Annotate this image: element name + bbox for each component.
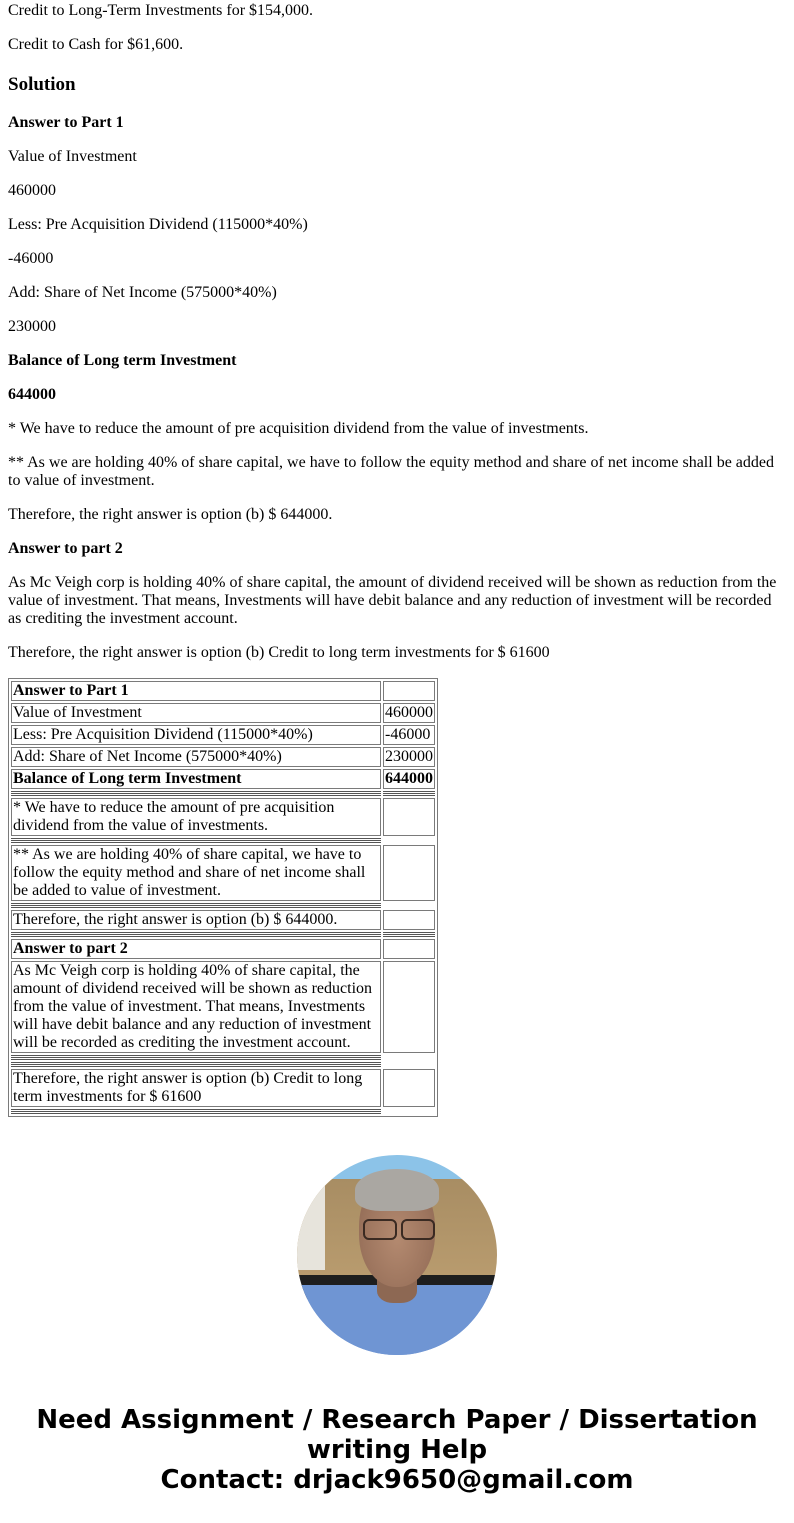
table-row	[11, 845, 435, 901]
table-row	[11, 1069, 435, 1107]
table-cell-value: 644000	[385, 770, 433, 787]
add-amount: 230000	[8, 318, 56, 335]
table-divider	[11, 903, 435, 908]
table-cell-label: Add: Share of Net Income (575000*40%)	[11, 747, 381, 767]
table-row	[11, 910, 435, 930]
table-cell-value	[383, 798, 435, 836]
intro-line-2: Credit to Cash for $61,600.	[8, 36, 184, 53]
balance-label: Balance of Long term Investment	[8, 352, 237, 369]
author-avatar-container	[8, 1155, 786, 1355]
document-body	[0, 2, 794, 1495]
part2-heading: Answer to part 2	[8, 540, 123, 557]
table-row	[11, 961, 435, 1053]
add-label: Add: Share of Net Income (575000*40%)	[8, 284, 277, 301]
solution-heading: Solution	[8, 74, 76, 95]
answer-table	[8, 678, 438, 1117]
table-divider	[11, 1109, 435, 1114]
table-cell-value: -46000	[383, 725, 435, 745]
table-row	[11, 703, 435, 723]
promo-line-1: Need Assignment / Research Paper / Dissertation writing Help	[36, 1405, 758, 1465]
table-cell-label: ** As we are holding 40% of share capital, we have to follow the equity method and share of net income shall be added to value of investment.	[11, 845, 381, 901]
note-1: * We have to reduce the amount of pre acquisition dividend from the value of investments.	[8, 420, 589, 437]
table-cell-label: Answer to Part 1	[11, 681, 381, 701]
part1-heading: Answer to Part 1	[8, 114, 124, 131]
table-cell-label: Answer to part 2	[11, 939, 381, 959]
table-divider	[11, 1062, 435, 1067]
table-divider	[11, 838, 435, 843]
table-cell-value	[383, 845, 435, 901]
table-row	[11, 725, 435, 745]
table-cell-label: Therefore, the right answer is option (b) $ 644000.	[11, 910, 381, 930]
table-row	[11, 798, 435, 836]
table-row	[11, 769, 435, 789]
table-divider	[11, 791, 435, 796]
table-cell-label: As Mc Veigh corp is holding 40% of share capital, the amount of dividend received will be shown as reduction from the value of investment. That means, Investments will have debit balance and any reduction of investment will be recorded as crediting the investment account.	[11, 961, 381, 1053]
promo-banner	[8, 1405, 786, 1495]
less-label: Less: Pre Acquisition Dividend (115000*40%)	[8, 216, 308, 233]
promo-contact: Contact: drjack9650@gmail.com	[160, 1465, 634, 1495]
table-cell-value	[383, 961, 435, 1053]
conclusion-2: Therefore, the right answer is option (b) Credit to long term investments for $ 61600	[8, 644, 550, 661]
table-cell-label: Balance of Long term Investment	[11, 769, 381, 789]
less-amount: -46000	[8, 250, 54, 267]
table-row	[11, 939, 435, 959]
value-amount: 460000	[8, 182, 56, 199]
part2-text: As Mc Veigh corp is holding 40% of share capital, the amount of dividend received will be shown as reduction from the value of investment. That means, Investments will have debit balance and any reduction of investment will be recorded as crediting the investment account.	[8, 574, 777, 627]
table-divider	[11, 1055, 435, 1060]
author-avatar	[297, 1155, 497, 1355]
balance-amount: 644000	[8, 386, 56, 403]
table-row	[11, 747, 435, 767]
table-cell-value: 460000	[385, 704, 433, 721]
table-cell-value: 230000	[385, 748, 433, 765]
table-cell-value	[383, 910, 435, 930]
table-cell-value	[383, 939, 435, 959]
table-cell-value	[383, 1069, 435, 1107]
table-cell-label: Therefore, the right answer is option (b) Credit to long term investments for $ 61600	[11, 1069, 381, 1107]
value-label: Value of Investment	[8, 148, 137, 165]
intro-line-1: Credit to Long-Term Investments for $154,000.	[8, 2, 314, 19]
note-2: ** As we are holding 40% of share capital, we have to follow the equity method and share of net income shall be added to value of investment.	[8, 454, 774, 489]
table-cell-value	[383, 681, 435, 701]
table-divider	[11, 932, 435, 937]
table-cell-label: Less: Pre Acquisition Dividend (115000*40%)	[11, 725, 381, 745]
conclusion-1: Therefore, the right answer is option (b) $ 644000.	[8, 506, 333, 523]
table-cell-label: * We have to reduce the amount of pre acquisition dividend from the value of investments.	[11, 798, 381, 836]
table-row	[11, 681, 435, 701]
table-cell-label: Value of Investment	[11, 703, 381, 723]
